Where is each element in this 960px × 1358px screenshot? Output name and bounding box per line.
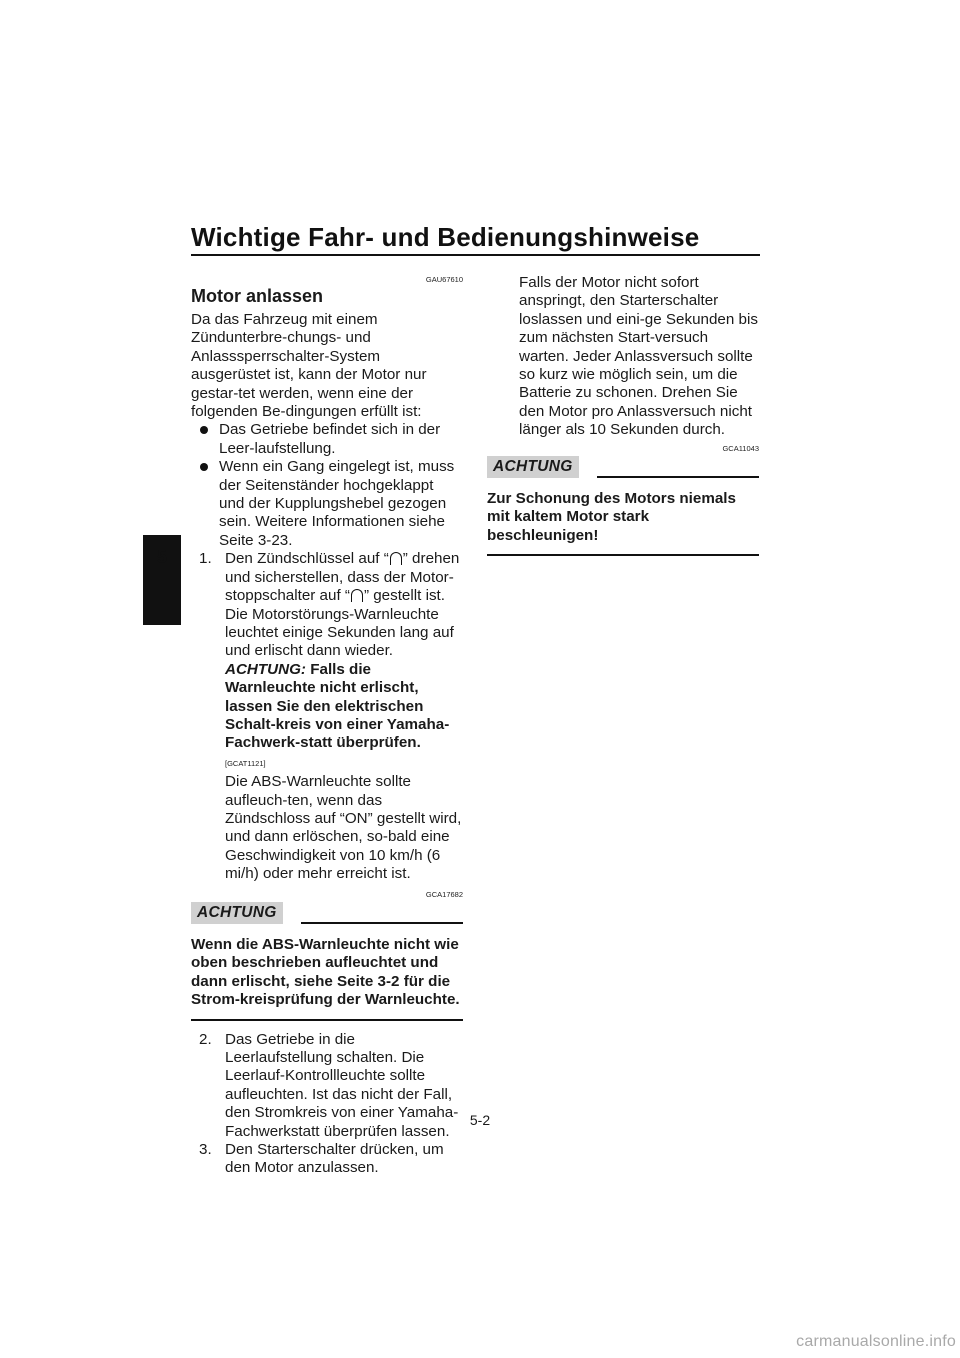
engine-stop-run-icon [351,589,363,602]
page-title: Wichtige Fahr- und Bedienungshinweise [191,222,700,252]
notice-text: Zur Schonung des Motors niemals mit kaltem Motor stark beschleunigen! [487,490,736,544]
step-number: 2. [199,1030,212,1048]
notice-label: ACHTUNG [487,456,579,478]
notice-text: Wenn die ABS-Warnleuchte nicht wie oben beschrieben aufleuchtet und dann erlischt, siehe Seite 3-2 für die Strom-kreisprüfung der Warnleuchte. [191,936,460,1009]
bullet-text: Wenn ein Gang eingelegt ist, muss der Seitenständer hochgeklappt und der Kupplungshebel gezogen sein. Weitere Informationen siehe Seite 3-23. [219,458,455,549]
right-paragraph: Falls der Motor nicht sofort anspringt, den Starterschalter loslassen und eini-ge Sekunden bis zum nächsten Start-versuch warten. Jeder Anlassversuch sollte so kurz wie möglich sein, um die Batterie zu schonen. Drehen Sie den Motor pro Anlassversuch nicht länger als 10 Sekunden durch. [519,274,758,439]
step-text: ” drehen und sicherstellen, dass der Motor-stoppschalter auf “ [225,550,460,605]
chapter-number: 5 [156,547,167,567]
engine-stop-run-icon [390,552,402,565]
watermark: carmanualsonline.info [796,1333,956,1350]
step-3 [191,1141,463,1178]
left-column [191,275,463,1178]
notice-bottom-rule [191,1019,463,1021]
caution-label: ACHTUNG: [225,660,306,678]
notice-rule [597,476,759,478]
notice-rule [301,922,463,924]
bullet-text: Das Getriebe befindet sich in der Leer-laufstellung. [219,421,441,457]
notice-header [191,902,463,924]
notice-code: GCA17682 [425,889,463,899]
step-text: Das Getriebe in die Leerlaufstellung schalten. Die Leerlauf-Kontrollleuchte sollte aufleuchten. Ist das nicht der Fall, den Stromkreis von einer Yamaha-Fachwerkstatt überprüfen lassen. [225,1030,459,1140]
list-item [191,458,463,550]
notice-code: GCA11043 [722,443,759,453]
right-column [487,274,759,556]
step-text: Den Starterschalter drücken, um den Motor anzulassen. [225,1141,444,1177]
page-number: 5-2 [469,1112,491,1128]
section-heading: Motor anlassen [191,286,324,306]
notice-header [487,456,759,478]
title-rule [191,254,760,256]
step-text: ” gestellt ist. Die Motorstörungs-Warnleuchte leuchtet einige Sekunden lang auf und erlischt dann wieder. [225,587,454,660]
notice-label: ACHTUNG [191,902,283,924]
step-text: Den Zündschlüssel auf “ [225,550,389,568]
step-number: 1. [199,550,212,568]
step-1 [191,550,463,883]
caution-code: [GCAT1121] [225,758,266,768]
notice-box [487,456,759,557]
bullet-icon [200,463,208,471]
list-item [191,421,463,458]
bullet-icon [200,426,208,434]
notice-bottom-rule [487,554,759,556]
intro-paragraph: Da das Fahrzeug mit einem Zündunterbre-chungs- und Anlasssperrschalter-System ausgerüstet ist, kann der Motor nur gestar-tet werden, wenn eine der folgenden Be-dingungen erfüllt ist: [191,311,427,421]
step-number: 3. [199,1141,212,1159]
caution-warning: Falls die Warnleuchte nicht erlischt, lassen Sie den elektrischen Schalt-kreis von einer Yamaha-Fachwerk-statt überprüfen. [225,660,450,752]
step-text: Die ABS-Warnleuchte sollte aufleuch-ten, wenn das Zündschloss auf “ON” gestellt wird, und dann erlöschen, so-bald eine Geschwindigkeit von 10 km/h (6 mi/h) oder mehr erreicht ist. [225,773,462,883]
section-code: GAU67610 [425,275,463,284]
notice-box [191,902,463,1021]
